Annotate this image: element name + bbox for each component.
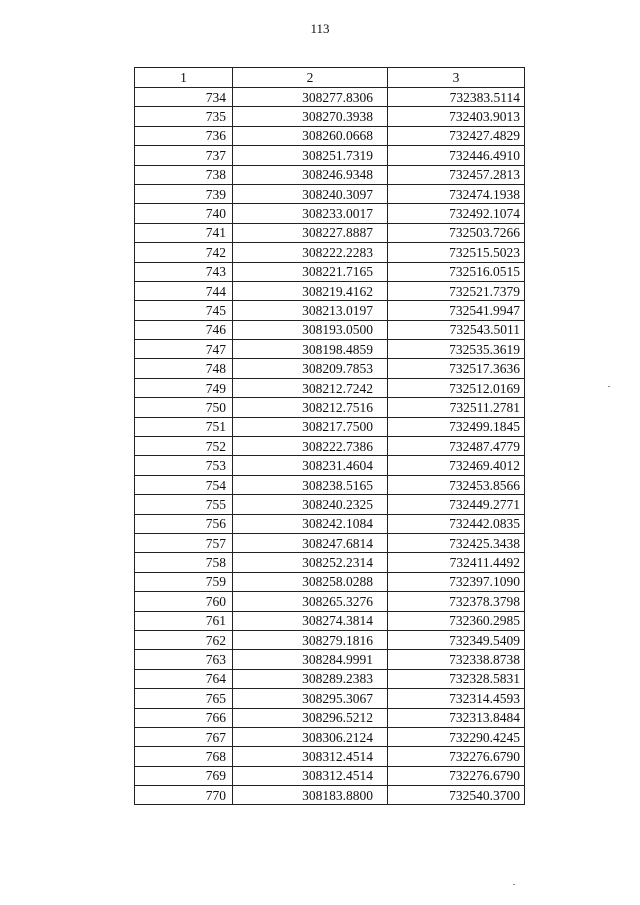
table-row — [135, 689, 525, 708]
x-coordinate-cell: 308183.8800 — [233, 786, 388, 805]
point-number-cell: 751 — [135, 417, 233, 436]
table-row — [135, 262, 525, 281]
x-coordinate-cell: 308312.4514 — [233, 747, 388, 766]
page-number: 113 — [310, 21, 330, 36]
table-row — [135, 398, 525, 417]
y-coordinate-cell: 732503.7266 — [388, 223, 525, 242]
point-number-cell: 763 — [135, 650, 233, 669]
point-number-cell: 758 — [135, 553, 233, 572]
point-number-cell: 770 — [135, 786, 233, 805]
table-row — [135, 669, 525, 688]
point-number-cell: 765 — [135, 689, 233, 708]
y-coordinate-cell: 732449.2771 — [388, 495, 525, 514]
y-coordinate-cell: 732276.6790 — [388, 766, 525, 785]
y-coordinate-cell: 732442.0835 — [388, 514, 525, 533]
x-coordinate-cell: 308260.0668 — [233, 126, 388, 145]
table-row — [135, 204, 525, 223]
table-body — [135, 88, 525, 805]
y-coordinate-cell: 732425.3438 — [388, 533, 525, 552]
x-coordinate-cell: 308274.3814 — [233, 611, 388, 630]
x-coordinate-cell: 308258.0288 — [233, 572, 388, 591]
point-number-cell: 766 — [135, 708, 233, 727]
y-coordinate-cell: 732474.1938 — [388, 184, 525, 203]
point-number-cell: 734 — [135, 88, 233, 107]
table-row — [135, 437, 525, 456]
point-number-cell: 755 — [135, 495, 233, 514]
point-number-cell: 737 — [135, 146, 233, 165]
y-coordinate-cell: 732521.7379 — [388, 281, 525, 300]
point-number-cell: 735 — [135, 107, 233, 126]
point-number-cell: 739 — [135, 184, 233, 203]
table-row — [135, 475, 525, 494]
point-number-cell: 750 — [135, 398, 233, 417]
table-row — [135, 572, 525, 591]
y-coordinate-cell: 732457.2813 — [388, 165, 525, 184]
point-number-cell: 752 — [135, 437, 233, 456]
point-number-cell: 769 — [135, 766, 233, 785]
table-row — [135, 727, 525, 746]
table-row — [135, 650, 525, 669]
y-coordinate-cell: 732338.8738 — [388, 650, 525, 669]
point-number-cell: 743 — [135, 262, 233, 281]
point-number-cell: 753 — [135, 456, 233, 475]
point-number-cell: 740 — [135, 204, 233, 223]
y-coordinate-cell: 732499.1845 — [388, 417, 525, 436]
column-header-y-coordinate: 3 — [388, 68, 525, 88]
y-coordinate-cell: 732276.6790 — [388, 747, 525, 766]
x-coordinate-cell: 308242.1084 — [233, 514, 388, 533]
point-number-cell: 749 — [135, 378, 233, 397]
y-coordinate-cell: 732411.4492 — [388, 553, 525, 572]
table-row — [135, 786, 525, 805]
y-coordinate-cell: 732540.3700 — [388, 786, 525, 805]
table-row — [135, 301, 525, 320]
x-coordinate-cell: 308233.0017 — [233, 204, 388, 223]
x-coordinate-cell: 308252.2314 — [233, 553, 388, 572]
y-coordinate-cell: 732290.4245 — [388, 727, 525, 746]
y-coordinate-cell: 732383.5114 — [388, 88, 525, 107]
point-number-cell: 754 — [135, 475, 233, 494]
point-number-cell: 747 — [135, 340, 233, 359]
table-row — [135, 107, 525, 126]
point-number-cell: 744 — [135, 281, 233, 300]
point-number-cell: 741 — [135, 223, 233, 242]
y-coordinate-cell: 732403.9013 — [388, 107, 525, 126]
y-coordinate-cell: 732512.0169 — [388, 378, 525, 397]
y-coordinate-cell: 732427.4829 — [388, 126, 525, 145]
point-number-cell: 759 — [135, 572, 233, 591]
x-coordinate-cell: 308265.3276 — [233, 592, 388, 611]
y-coordinate-cell: 732397.1090 — [388, 572, 525, 591]
column-header-point-number: 1 — [135, 68, 233, 88]
point-number-cell: 767 — [135, 727, 233, 746]
y-coordinate-cell: 732446.4910 — [388, 146, 525, 165]
point-number-cell: 760 — [135, 592, 233, 611]
table-row — [135, 223, 525, 242]
x-coordinate-cell: 308312.4514 — [233, 766, 388, 785]
x-coordinate-cell: 308296.5212 — [233, 708, 388, 727]
table-row — [135, 88, 525, 107]
table-row — [135, 281, 525, 300]
x-coordinate-cell: 308240.3097 — [233, 184, 388, 203]
point-number-cell: 746 — [135, 320, 233, 339]
y-coordinate-cell: 732535.3619 — [388, 340, 525, 359]
coordinates-table — [134, 67, 525, 805]
point-number-cell: 745 — [135, 301, 233, 320]
x-coordinate-cell: 308247.6814 — [233, 533, 388, 552]
x-coordinate-cell: 308219.4162 — [233, 281, 388, 300]
x-coordinate-cell: 308212.7242 — [233, 378, 388, 397]
table-row — [135, 747, 525, 766]
y-coordinate-cell: 732469.4012 — [388, 456, 525, 475]
table-row — [135, 630, 525, 649]
point-number-cell: 768 — [135, 747, 233, 766]
y-coordinate-cell: 732516.0515 — [388, 262, 525, 281]
y-coordinate-cell: 732487.4779 — [388, 437, 525, 456]
table-header-row — [135, 68, 525, 88]
column-header-x-coordinate: 2 — [233, 68, 388, 88]
table-row — [135, 553, 525, 572]
x-coordinate-cell: 308238.5165 — [233, 475, 388, 494]
table-row — [135, 146, 525, 165]
x-coordinate-cell: 308270.3938 — [233, 107, 388, 126]
x-coordinate-cell: 308227.8887 — [233, 223, 388, 242]
point-number-cell: 757 — [135, 533, 233, 552]
point-number-cell: 738 — [135, 165, 233, 184]
x-coordinate-cell: 308277.8306 — [233, 88, 388, 107]
x-coordinate-cell: 308306.2124 — [233, 727, 388, 746]
x-coordinate-cell: 308217.7500 — [233, 417, 388, 436]
point-number-cell: 756 — [135, 514, 233, 533]
x-coordinate-cell: 308251.7319 — [233, 146, 388, 165]
x-coordinate-cell: 308193.0500 — [233, 320, 388, 339]
point-number-cell: 736 — [135, 126, 233, 145]
point-number-cell: 748 — [135, 359, 233, 378]
y-coordinate-cell: 732328.5831 — [388, 669, 525, 688]
x-coordinate-cell: 308213.0197 — [233, 301, 388, 320]
table-row — [135, 417, 525, 436]
table-row — [135, 165, 525, 184]
y-coordinate-cell: 732543.5011 — [388, 320, 525, 339]
table-row — [135, 340, 525, 359]
x-coordinate-cell: 308221.7165 — [233, 262, 388, 281]
y-coordinate-cell: 732541.9947 — [388, 301, 525, 320]
table-row — [135, 708, 525, 727]
y-coordinate-cell: 732515.5023 — [388, 243, 525, 262]
table-row — [135, 378, 525, 397]
table-row — [135, 243, 525, 262]
y-coordinate-cell: 732360.2985 — [388, 611, 525, 630]
y-coordinate-cell: 732492.1074 — [388, 204, 525, 223]
x-coordinate-cell: 308289.2383 — [233, 669, 388, 688]
table-row — [135, 611, 525, 630]
table-row — [135, 592, 525, 611]
x-coordinate-cell: 308198.4859 — [233, 340, 388, 359]
table-row — [135, 514, 525, 533]
y-coordinate-cell: 732349.5409 — [388, 630, 525, 649]
table-row — [135, 533, 525, 552]
table-row — [135, 320, 525, 339]
y-coordinate-cell: 732313.8484 — [388, 708, 525, 727]
table-row — [135, 184, 525, 203]
point-number-cell: 742 — [135, 243, 233, 262]
table-row — [135, 359, 525, 378]
y-coordinate-cell: 732511.2781 — [388, 398, 525, 417]
x-coordinate-cell: 308284.9991 — [233, 650, 388, 669]
point-number-cell: 762 — [135, 630, 233, 649]
x-coordinate-cell: 308222.2283 — [233, 243, 388, 262]
table-row — [135, 766, 525, 785]
y-coordinate-cell: 732378.3798 — [388, 592, 525, 611]
table-row — [135, 126, 525, 145]
x-coordinate-cell: 308212.7516 — [233, 398, 388, 417]
scan-speck — [608, 386, 610, 387]
y-coordinate-cell: 732517.3636 — [388, 359, 525, 378]
table-row — [135, 495, 525, 514]
table-row — [135, 456, 525, 475]
x-coordinate-cell: 308240.2325 — [233, 495, 388, 514]
y-coordinate-cell: 732314.4593 — [388, 689, 525, 708]
x-coordinate-cell: 308231.4604 — [233, 456, 388, 475]
point-number-cell: 764 — [135, 669, 233, 688]
x-coordinate-cell: 308246.9348 — [233, 165, 388, 184]
scan-speck — [513, 884, 515, 885]
y-coordinate-cell: 732453.8566 — [388, 475, 525, 494]
x-coordinate-cell: 308209.7853 — [233, 359, 388, 378]
point-number-cell: 761 — [135, 611, 233, 630]
x-coordinate-cell: 308295.3067 — [233, 689, 388, 708]
x-coordinate-cell: 308279.1816 — [233, 630, 388, 649]
x-coordinate-cell: 308222.7386 — [233, 437, 388, 456]
